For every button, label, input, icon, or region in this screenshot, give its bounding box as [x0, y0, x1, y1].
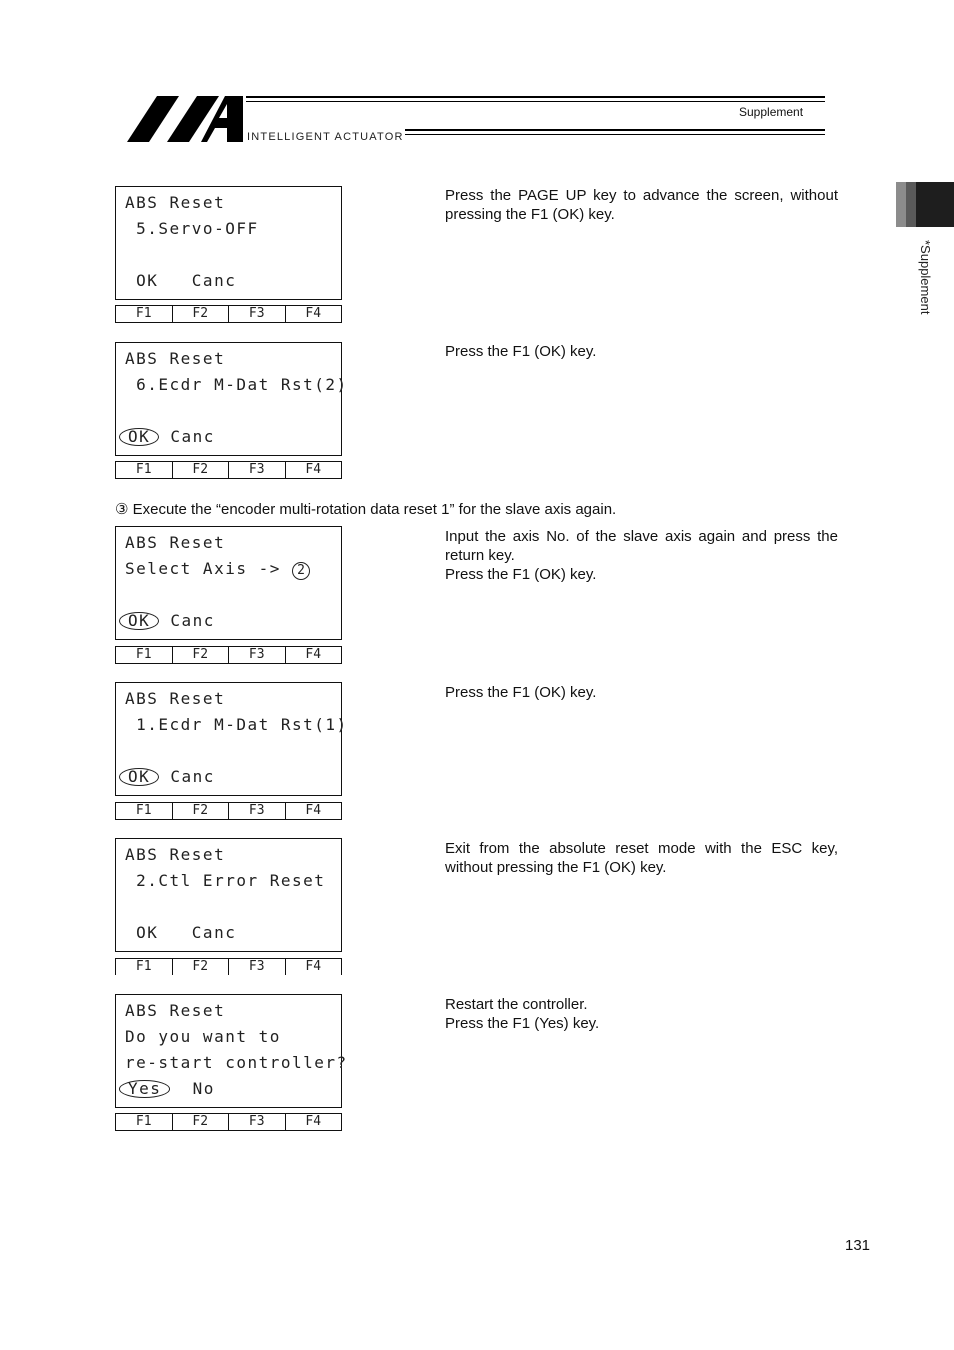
lcd-line [125, 767, 215, 787]
description-line: Input the axis No. of the slave axis again and press the return key. [445, 528, 838, 564]
no-option: No [170, 1079, 215, 1098]
selected-ok-option: OK [119, 768, 159, 786]
header-rule-top [246, 96, 825, 98]
company-logo [127, 94, 245, 144]
f1-key[interactable]: F1 [116, 959, 173, 975]
description-line: Press the F1 (OK) key. [445, 343, 597, 360]
function-key-row [115, 461, 342, 479]
lcd-line [125, 559, 310, 580]
f2-key[interactable]: F2 [173, 647, 230, 663]
function-key-row [115, 646, 342, 664]
lcd-line: 1.Ecdr M-Dat Rst(1) [125, 715, 348, 734]
header-rule-top-thin [246, 101, 825, 102]
f4-key[interactable]: F4 [305, 959, 322, 974]
selected-ok-option: OK [119, 612, 159, 630]
brand-text: INTELLIGENT ACTUATOR [247, 131, 404, 143]
lcd-screen-ctl-error-reset [115, 838, 342, 952]
f4-key[interactable]: F4 [305, 647, 322, 662]
description-line: Press the F1 (OK) key. [445, 684, 597, 701]
f2-key[interactable]: F2 [173, 306, 230, 322]
f4-key[interactable]: F4 [305, 462, 322, 477]
lcd-line: 5.Servo-OFF [125, 219, 259, 238]
lcd-line: 6.Ecdr M-Dat Rst(2) [125, 375, 348, 394]
lcd-line: OK Canc [125, 923, 237, 942]
f3-key[interactable]: F3 [229, 647, 286, 663]
f4-key[interactable]: F4 [305, 1114, 322, 1129]
function-key-row [115, 1113, 342, 1131]
f2-key[interactable]: F2 [173, 803, 230, 819]
function-key-row [115, 802, 342, 820]
header-rule-bottom [405, 129, 825, 131]
f3-key[interactable]: F3 [229, 803, 286, 819]
lcd-screen-restart-controller [115, 994, 348, 1108]
description-line: Press the F1 (OK) key. [445, 566, 597, 583]
selected-ok-option: OK [119, 428, 159, 446]
lcd-screen-ecdr-reset-1 [115, 682, 348, 796]
description-line: Press the PAGE UP key to advance the screen, without pressing the F1 (OK) key. [445, 187, 838, 223]
lcd-line: re-start controller? [125, 1053, 348, 1072]
selected-yes-option: Yes [119, 1080, 170, 1098]
header-rule-bottom-thin [405, 134, 825, 135]
cancel-option: Canc [159, 611, 215, 630]
f1-key[interactable]: F1 [116, 647, 173, 663]
step-description [445, 186, 838, 224]
cancel-option: Canc [159, 767, 215, 786]
f1-key[interactable]: F1 [116, 1114, 173, 1130]
section-tab-marker [896, 182, 954, 227]
lcd-line [125, 611, 215, 631]
lcd-screen-servo-off [115, 186, 342, 300]
f1-key[interactable]: F1 [116, 306, 173, 322]
lcd-line: ABS Reset [125, 349, 226, 368]
step-description [445, 839, 838, 877]
step-heading: ③ Execute the “encoder multi-rotation data reset 1” for the slave axis again. [115, 501, 617, 518]
lcd-screen-select-axis [115, 526, 342, 640]
description-line: Press the F1 (Yes) key. [445, 1015, 600, 1032]
f2-key[interactable]: F2 [173, 1114, 230, 1130]
description-line: Exit from the absolute reset mode with the ESC key, without pressing the F1 (OK) key. [445, 840, 838, 876]
f3-key[interactable]: F3 [229, 306, 286, 322]
lcd-line: ABS Reset [125, 845, 226, 864]
page-number: 131 [845, 1237, 871, 1254]
f1-key[interactable]: F1 [116, 803, 173, 819]
step-description [445, 683, 838, 702]
description-line: Restart the controller. [445, 996, 588, 1013]
lcd-line [125, 427, 215, 447]
axis-number-value: 2 [292, 562, 310, 580]
f2-key[interactable]: F2 [173, 959, 230, 975]
lcd-line: 2.Ctl Error Reset [125, 871, 326, 890]
lcd-line: ABS Reset [125, 533, 226, 552]
lcd-line: ABS Reset [125, 1001, 226, 1020]
lcd-line: OK Canc [125, 271, 237, 290]
function-key-row [115, 958, 342, 975]
f3-key[interactable]: F3 [229, 462, 286, 478]
lcd-line [125, 1079, 215, 1099]
lcd-screen-ecdr-reset-2 [115, 342, 348, 456]
step-description [445, 995, 838, 1033]
f4-key[interactable]: F4 [305, 803, 322, 818]
lcd-line: ABS Reset [125, 689, 226, 708]
lcd-line: ABS Reset [125, 193, 226, 212]
cancel-option: Canc [159, 427, 215, 446]
f3-key[interactable]: F3 [229, 959, 286, 975]
f4-key[interactable]: F4 [305, 306, 322, 321]
section-title: Supplement [739, 105, 804, 119]
lcd-line: Do you want to [125, 1027, 281, 1046]
step-description [445, 527, 838, 584]
side-tab-label: *Supplement [918, 240, 933, 315]
function-key-row [115, 305, 342, 323]
f1-key[interactable]: F1 [116, 462, 173, 478]
select-axis-prompt: Select Axis -> [125, 559, 292, 578]
step-description [445, 342, 838, 361]
f2-key[interactable]: F2 [173, 462, 230, 478]
f3-key[interactable]: F3 [229, 1114, 286, 1130]
